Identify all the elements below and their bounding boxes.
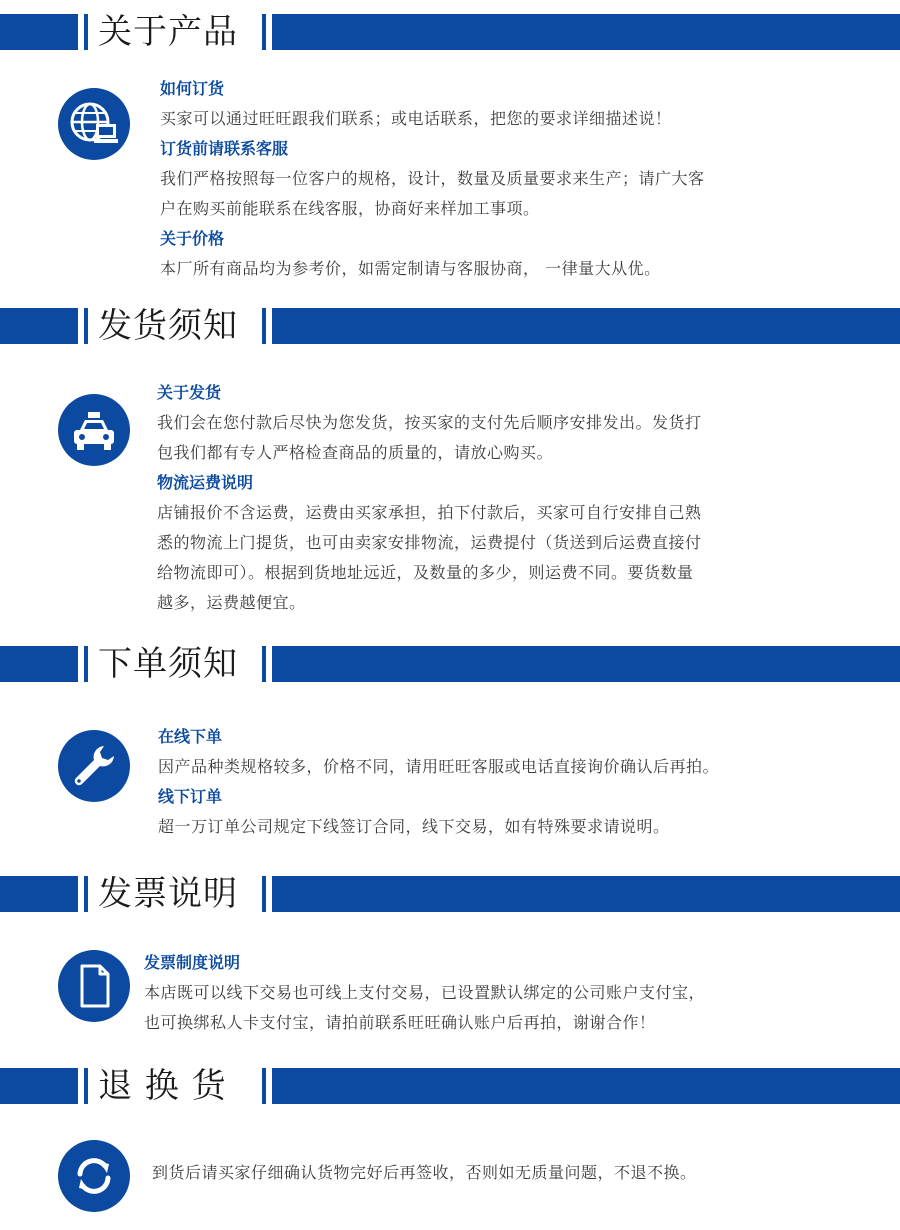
block-text: 越多，运费越便宜。 <box>157 593 306 612</box>
block-heading: 发票制度说明 <box>144 953 241 972</box>
globe-computer-icon <box>58 88 130 160</box>
block-text: 买家可以通过旺旺跟我们联系；或电话联系，把您的要求详细描述说！ <box>160 109 672 128</box>
block-text: 我们会在您付款后尽快为您发货，按买家的支付先后顺序安排发出。发货打 <box>157 413 702 432</box>
section-banner <box>0 306 900 346</box>
block-text: 也可换绑私人卡支付宝，请拍前联系旺旺确认账户后再拍，谢谢合作！ <box>144 1013 656 1032</box>
block-heading: 线下订单 <box>158 787 223 806</box>
section-banner <box>0 644 900 684</box>
block-text: 悉的物流上门提货，也可由卖家安排物流，运费提付（货送到后运费直接付 <box>157 533 702 552</box>
block-heading: 关于发货 <box>157 383 222 402</box>
block-heading: 订货前请联系客服 <box>160 139 289 158</box>
taxi-icon <box>58 394 130 466</box>
block-text: 本店既可以线下交易也可线上支付交易，已设置默认绑定的公司账户支付宝， <box>144 983 706 1002</box>
section-content <box>157 378 702 618</box>
section-banner <box>0 1066 900 1106</box>
document-icon <box>58 950 130 1022</box>
block-text: 因产品种类规格较多，价格不同，请用旺旺客服或电话直接询价确认后再拍。 <box>158 757 720 776</box>
block-text: 包我们都有专人严格检查商品的质量的，请放心购买。 <box>157 443 554 462</box>
block-heading: 如何订货 <box>160 79 225 98</box>
section-title: 退 换 货 <box>98 1066 227 1106</box>
block-heading: 在线下单 <box>158 727 223 746</box>
section-banner <box>0 874 900 914</box>
section-content <box>158 722 719 842</box>
block-heading: 物流运费说明 <box>157 473 254 492</box>
section-shipping <box>0 306 900 612</box>
block-text: 到货后请买家仔细确认货物完好后再签收，否则如无质量问题，不退不换。 <box>152 1163 697 1182</box>
block-text: 本厂所有商品均为参考价，如需定制请与客服协商， 一律量大从优。 <box>160 259 661 278</box>
block-text: 店铺报价不含运费，运费由买家承担，拍下付款后，买家可自行安排自己熟 <box>157 503 702 522</box>
wrench-icon <box>58 730 130 802</box>
block-text: 户在购买前能联系在线客服，协商好来样加工事项。 <box>160 199 540 218</box>
section-content <box>160 74 705 284</box>
section-returns <box>0 1066 900 1182</box>
section-title: 发票说明 <box>98 874 238 914</box>
section-title: 关于产品 <box>98 12 238 52</box>
section-title: 下单须知 <box>98 644 238 684</box>
section-banner <box>0 12 900 52</box>
refresh-icon <box>58 1140 130 1212</box>
block-text: 给物流即可）。根据到货地址远近，及数量的多少，则运费不同。要货数量 <box>157 563 694 582</box>
block-heading: 关于价格 <box>160 229 225 248</box>
section-ordering <box>0 644 900 836</box>
section-invoice <box>0 874 900 1032</box>
section-content <box>152 1158 697 1188</box>
section-title: 发货须知 <box>98 306 238 346</box>
block-text: 我们严格按照每一位客户的规格，设计，数量及质量要求来生产；请广大客 <box>160 169 705 188</box>
section-content <box>144 948 705 1038</box>
section-about-product <box>0 12 900 278</box>
block-text: 超一万订单公司规定下线签订合同，线下交易，如有特殊要求请说明。 <box>158 817 670 836</box>
